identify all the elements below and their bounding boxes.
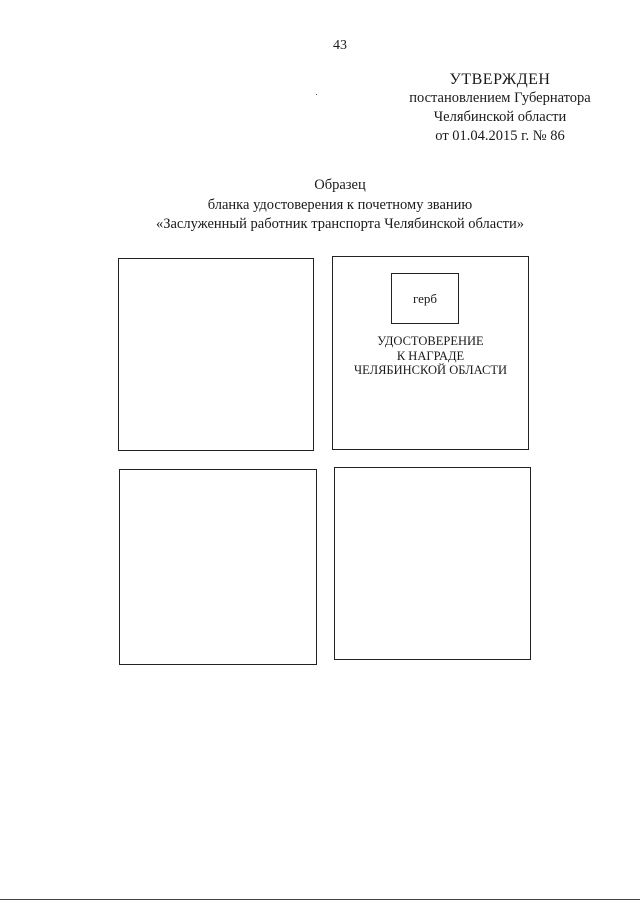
scan-speck xyxy=(316,94,317,95)
certificate-title-line3: ЧЕЛЯБИНСКОЙ ОБЛАСТИ xyxy=(354,363,507,377)
approval-line-region: Челябинской области xyxy=(433,109,567,125)
certificate-panel-top-left xyxy=(118,258,314,451)
document-heading xyxy=(0,176,640,235)
approval-title: УТВЕРЖДЕН xyxy=(449,71,551,88)
heading-form-description: бланка удостоверения к почетному званию xyxy=(207,196,473,213)
coat-of-arms-placeholder xyxy=(391,273,459,324)
certificate-panel-front-cover xyxy=(332,256,529,450)
approval-line-decree: постановлением Губернатора xyxy=(409,90,591,106)
approval-line-date: от 01.04.2015 г. № 86 xyxy=(435,128,565,144)
approval-stamp-block xyxy=(380,70,620,146)
certificate-title-line2: К НАГРАДЕ xyxy=(396,348,465,363)
certificate-title-line1: УДОСТОВЕРЕНИЕ xyxy=(377,334,484,348)
heading-honorary-title: «Заслуженный работник транспорта Челябинской области» xyxy=(155,216,525,232)
certificate-title xyxy=(333,334,528,378)
certificate-panel-bottom-left xyxy=(119,469,317,665)
emblem-label: герб xyxy=(412,290,438,306)
page-bottom-edge xyxy=(0,899,640,900)
heading-sample: Образец xyxy=(314,177,366,193)
page-number: 43 xyxy=(333,38,347,53)
certificate-panel-bottom-right xyxy=(334,467,531,660)
